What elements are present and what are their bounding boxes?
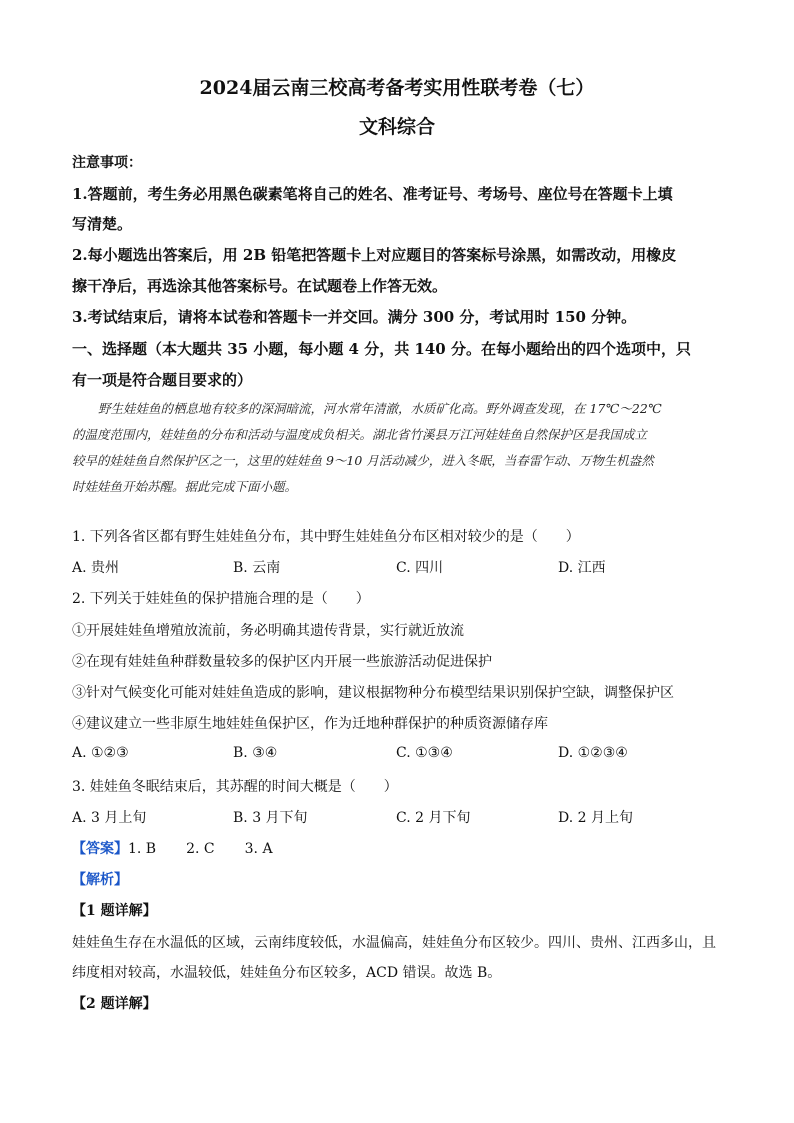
note-3: 3.考试结束后，请将本试卷和答题卡一并交回。满分 300 分，考试用时 150 分钟。	[72, 308, 637, 326]
option-d: D. 江西	[558, 560, 606, 576]
answer-3: 3. A	[244, 841, 273, 857]
note-2-line-1: 2.每小题选出答案后，用 2B 铅笔把答题卡上对应题目的答案标号涂黑，如需改动，用橡皮	[72, 246, 677, 264]
exam-title: 2024届云南三校高考备考实用性联考卷（七）	[199, 77, 595, 99]
detail-2-heading: 【2 题详解】	[72, 996, 157, 1012]
question-2-stem: 2. 下列关于娃娃鱼的保护措施合理的是（ ）	[72, 591, 370, 607]
option-b: B. 3 月下旬	[233, 810, 308, 826]
detail-1-heading: 【1 题详解】	[72, 903, 157, 919]
passage-line: 野生娃娃鱼的栖息地有较多的深洞暗流，河水常年清澈，水质矿化高。野外调查发现，在 17℃～22℃	[98, 401, 662, 416]
option-a: A. 3 月上旬	[72, 810, 147, 826]
option-d: D. 2 月上旬	[558, 810, 633, 826]
question-1-stem: 1. 下列各省区都有野生娃娃鱼分布，其中野生娃娃鱼分布区相对较少的是（ ）	[72, 529, 580, 545]
option-d: D. ①②③④	[558, 745, 628, 761]
detail-1-line-2: 纬度相对较高，水温较低，娃娃鱼分布区较多，ACD 错误。故选 B。	[72, 965, 502, 981]
option-b: B. 云南	[233, 560, 281, 576]
passage-line: 较早的娃娃鱼自然保护区之一，这里的娃娃鱼 9～10 月活动减少，进入冬眠，当春雷乍动、万物生机盎然	[72, 453, 654, 468]
exam-subtitle: 文科综合	[358, 116, 435, 138]
notes-heading: 注意事项：	[72, 155, 142, 171]
analysis-heading: 【解析】	[72, 872, 128, 888]
question-3-stem: 3. 娃娃鱼冬眠结束后，其苏醒的时间大概是（ ）	[72, 779, 398, 795]
note-1-line-2: 写清楚。	[72, 215, 133, 233]
statement-4: ④建议建立一些非原生地娃娃鱼保护区，作为迁地种群保护的种质资源储存库	[72, 716, 548, 732]
answer-1: 1. B	[128, 841, 157, 857]
answer-tag: 【答案】	[72, 841, 128, 857]
section-heading-line-1: 一、选择题（本大题共 35 小题，每小题 4 分，共 140 分。在每小题给出的四个选项中，只	[72, 340, 691, 358]
option-a: A. 贵州	[72, 560, 120, 576]
answer-row	[72, 838, 273, 858]
note-2-line-2: 擦干净后，再选涂其他答案标号。在试题卷上作答无效。	[72, 277, 448, 295]
statement-3: ③针对气候变化可能对娃娃鱼造成的影响，建议根据物种分布模型结果识别保护空缺，调整保护区	[72, 685, 674, 701]
passage-line: 的温度范围内，娃娃鱼的分布和活动与温度成负相关。湖北省竹溪县万江河娃娃鱼自然保护区是我国成立	[72, 427, 648, 442]
passage-line: 时娃娃鱼开始苏醒。据此完成下面小题。	[72, 479, 298, 494]
statement-1: ①开展娃娃鱼增殖放流前，务必明确其遗传背景，实行就近放流	[72, 623, 464, 639]
reading-passage	[72, 396, 722, 500]
answer-2: 2. C	[186, 841, 215, 857]
section-heading-line-2: 有一项是符合题目要求的）	[72, 371, 253, 389]
note-1-line-1: 1.答题前，考生务必用黑色碳素笔将自己的姓名、准考证号、考场号、座位号在答题卡上填	[72, 185, 673, 203]
option-c: C. 四川	[396, 560, 444, 576]
detail-1-line-1: 娃娃鱼生存在水温低的区域，云南纬度较低，水温偏高，娃娃鱼分布区较少。四川、贵州、江西多山，且	[72, 935, 716, 951]
option-b: B. ③④	[233, 745, 278, 761]
statement-2: ②在现有娃娃鱼种群数量较多的保护区内开展一些旅游活动促进保护	[72, 654, 492, 670]
option-c: C. ①③④	[396, 745, 453, 761]
option-a: A. ①②③	[72, 745, 129, 761]
option-c: C. 2 月下旬	[396, 810, 471, 826]
